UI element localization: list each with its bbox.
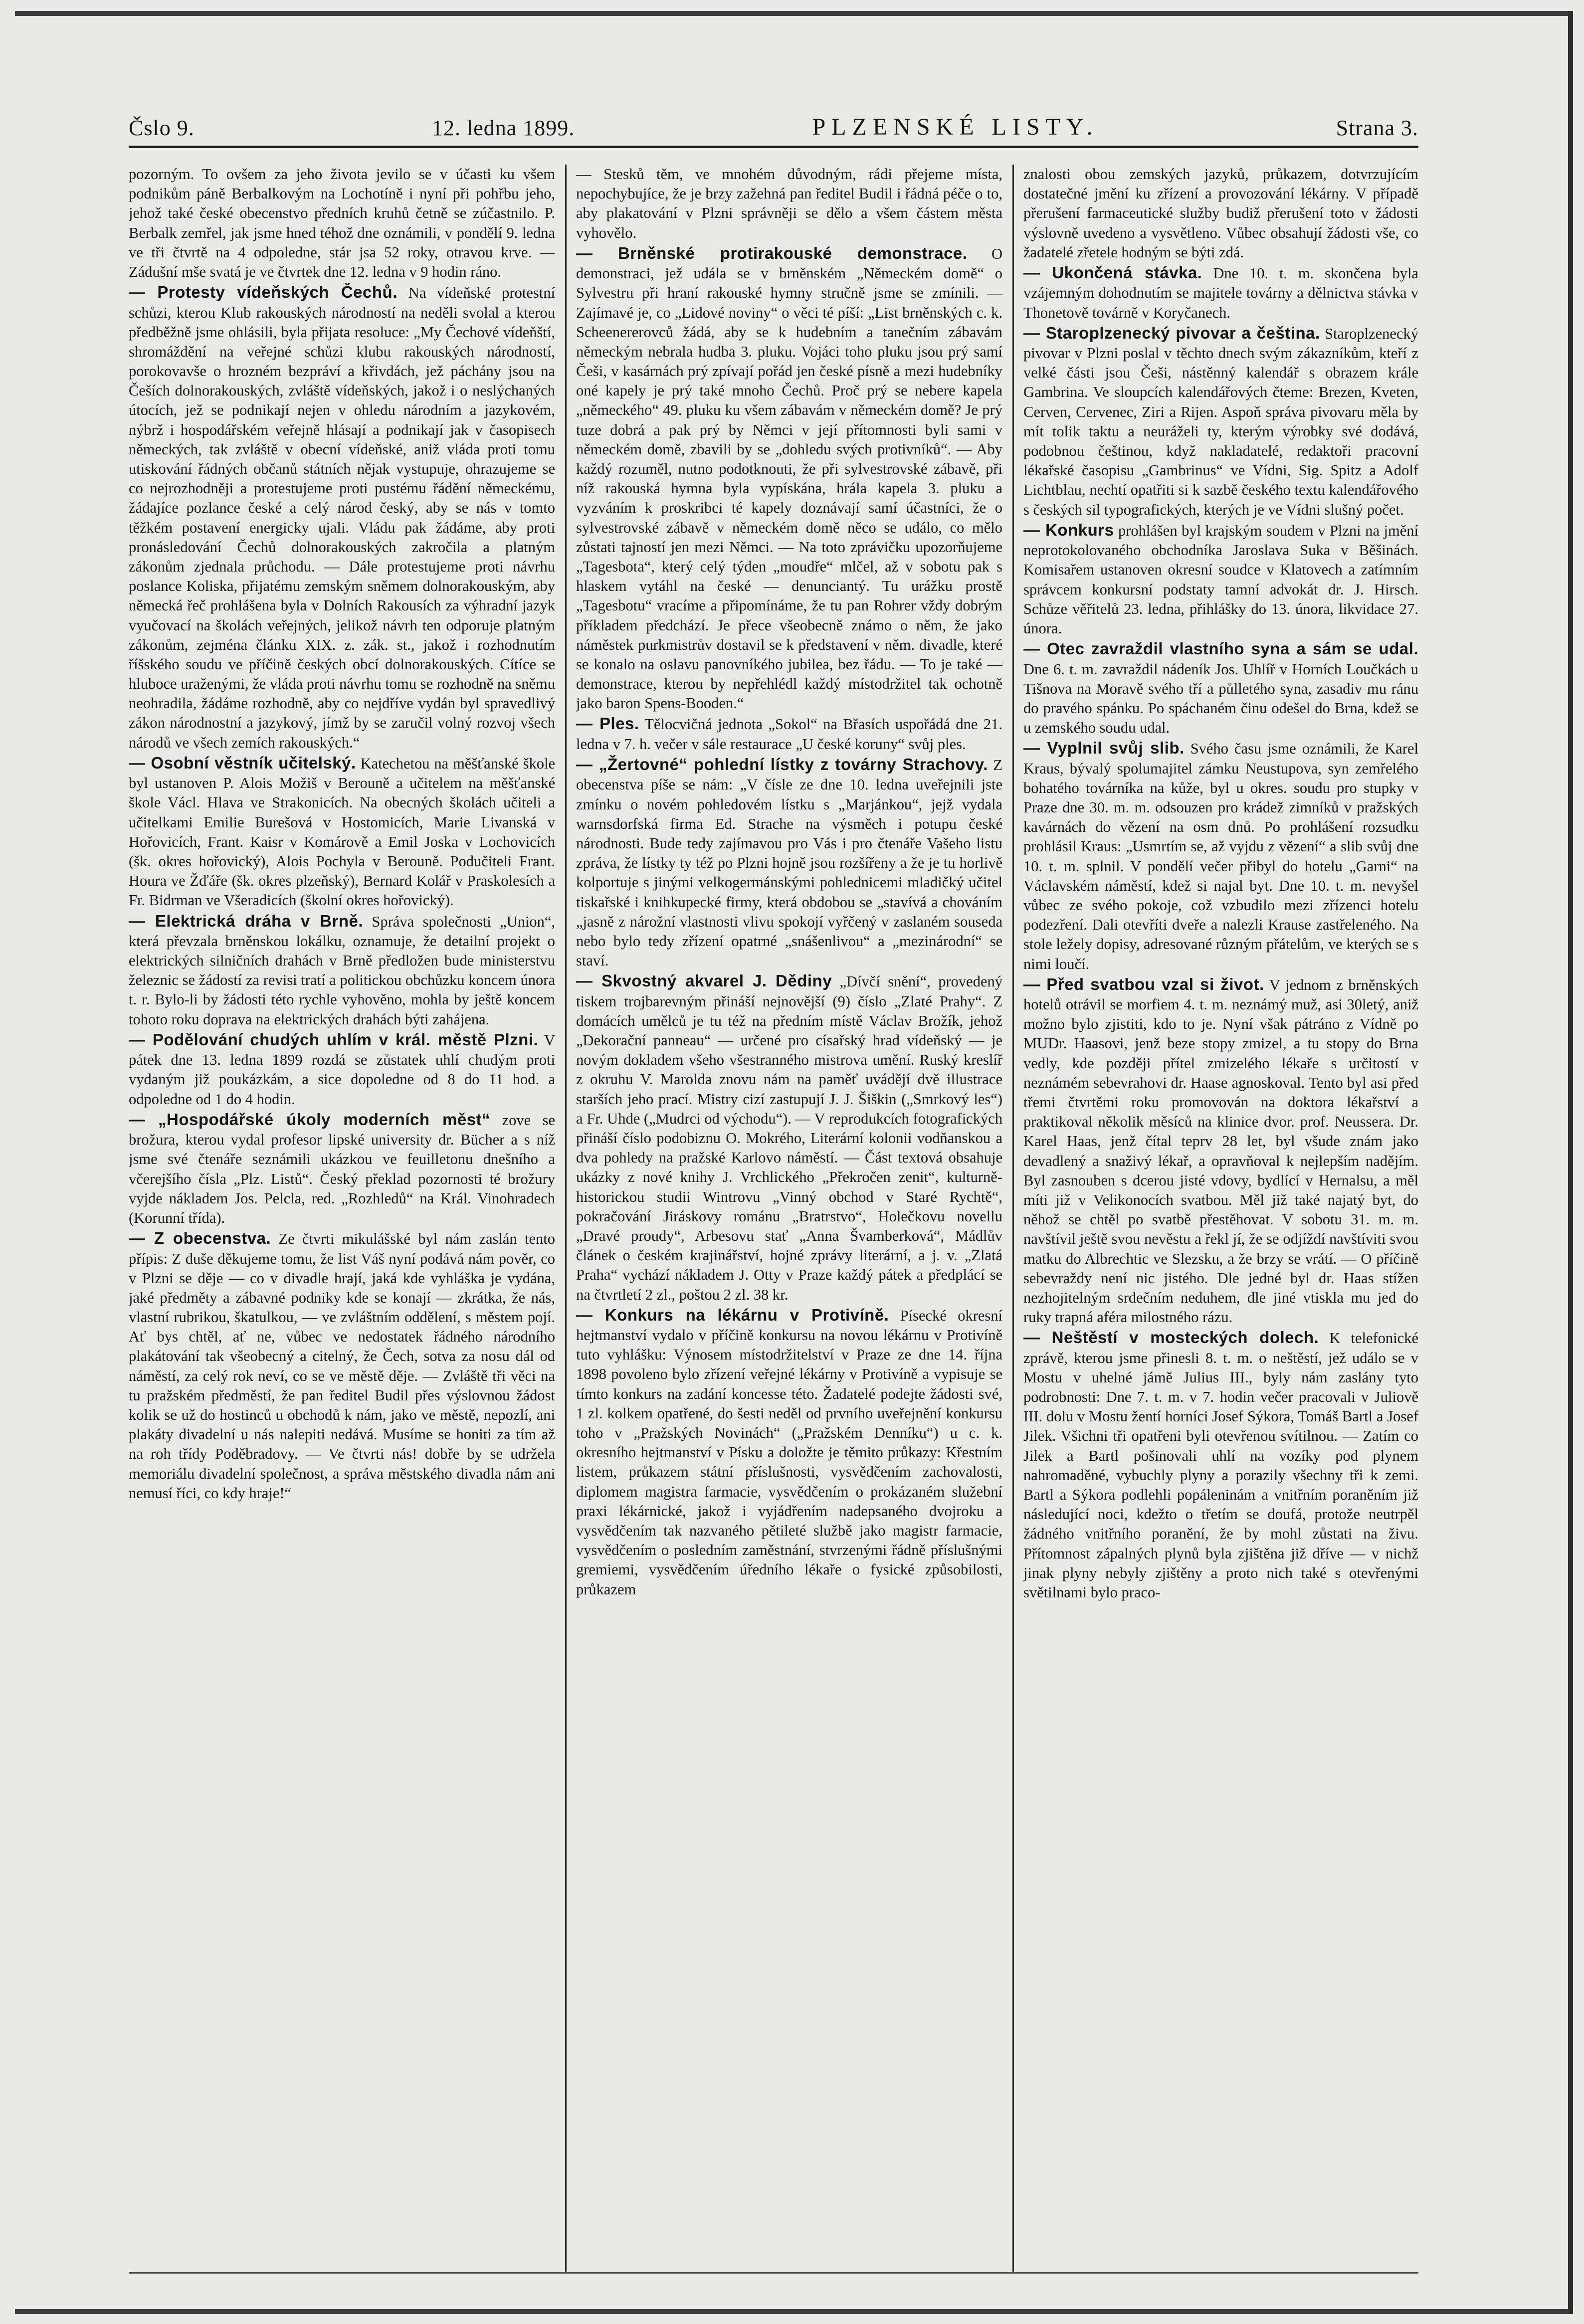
article-heading: — Před svatbou vzal si život. <box>1023 974 1264 993</box>
article-heading: — Konkurs na lékárnu v Protivíně. <box>576 1305 889 1324</box>
article-heading: — Konkurs <box>1023 520 1114 539</box>
article-paragraph <box>129 1029 555 1109</box>
article-paragraph <box>1023 738 1418 973</box>
article-heading: — Vyplnil svůj slib. <box>1023 739 1185 758</box>
article-text: Z obecenstva píše se nám: „V čísle ze dne 10. ledna uveřejnili jste zmínku o novém pohledovém lístku s „Marjánkou“, jejž vydala warnsdorfská firma Ed. Strache na výsměch i potupu české národnosti. Bude tedy zajímavou pro Vás i pro čtenáře Vašeho listu zpráva, že lístky ty též po Plzni hojně jsou rozšířeny a že je tu horlivě kolportuje s jinými velkogermánskými pohlednicemi mladičký učitel tiskařské i knihkupecké firmy, která obdobou se „stavívá a chováním „jasně z nárožní vlastnosti vlivu spokojí vyřčený v zaslaném souseda nebo bylo tedy zřízení opatrné „snášenlivou“ a „mezinárodní“ se staví. <box>576 757 1002 969</box>
article-heading: — Elektrická dráha v Brně. <box>129 911 364 930</box>
article-heading: — Protesty vídeňských Čechů. <box>129 283 397 302</box>
article-heading: — Skvostný akvarel J. Dědiny <box>576 971 832 990</box>
article-heading: — Otec zavraždil vlastního syna a sám se udal. <box>1023 639 1418 658</box>
article-text: Katechetou na měšťanské škole byl ustanoven P. Alois Možiš v Berouně a učitelem na měšťanské škole Václ. Hlava ve Strakonicích. Na obecných školách učiteli a učitelkami Emilie Burešová v Hostomicích, Marie Livanská v Hořovicích, Frant. Kaisr v Komárově a Emil Joska v Lochovicích (šk. okres hořovický), Alois Pochyla v Berouně. Podučiteli Frant. Houra ve Žďáře (šk. okres plzeňský), Bernard Kolář v Praskolesích a Fr. Bidrman ve Všeradicích (školní okres hořovický). <box>129 755 555 909</box>
article-heading: — Staroplzenecký pivovar a čeština. <box>1023 323 1320 342</box>
article-text: pozorným. To ovšem za jeho života jevilo se v účasti ku všem podnikům páně Berbalkovým na Lochotíně i nyní při pohřbu jeho, jehož také české obecenstvo předních kruhů četně se zúčastnilo. P. Berbalk zemřel, jak jsme hned téhož dne oznámili, v pondělí 9. ledna ve tři čtvrtě na 4 odpoledne, stár jsa 52 roky, otravou krve. — Zádušní mše svatá je ve čtvrtek dne 12. ledna v 9 hodin ráno. <box>129 166 555 280</box>
issue-date: 12. ledna 1899. <box>431 116 575 140</box>
article-text: — Stesků těm, ve mnohém důvodným, rádi přejeme místa, nepochybujíce, že je brzy zažehná pan ředitel Budil i řádná péče o to, aby plakatování v Plzni správněji se dělo a všem částem města vyhovělo. <box>576 166 1002 241</box>
article-text: V jednom z brněnských hotelů otrávil se morfiem 4. t. m. neznámý muž, asi 30letý, aniž možno bylo zjistiti, kdo to je. Nyní však pátráno z Vídně po MUDr. Haasovi, jenž beze stopy zmizel, a tu stopy do Brna vedly, kde později přítel zmizelého lékaře s určitostí v neznámém sebevrahovi dr. Haase agnoskoval. Tento byl asi před třemi čtvrtěmi roku promovován na doktora lékařství a praktikoval několik měsíců na klinice dvor. prof. Neussera. Dr. Karel Haas, jenž čítal teprv 28 let, byl všude znám jako devadlený a snaživý lékař, a opravňoval k nejlepším nadějím. Byl zasnouben s dcerou jisté vdovy, bydlící v Hernalsu, a měl míti již v Velikonocích svatbou. Měl již také najatý byt, do něhož se chtěl po svatbě přestěhovat. V sobotu 31. m. m. navštívil ještě svou nevěstu a řekl jí, že se odjíždí navštíviti svou matku do Albrechtic ve Slezsku, a že brzy se vrátí. — O příčině sebevraždy není nic jistého. Dle jedné byl dr. Haas stížen nezhojitelným srdečním neduhem, dle jiné vtiskla mu jed do ruky trapná aféra milostného rázu. <box>1023 976 1418 1326</box>
article-paragraph <box>576 970 1002 1304</box>
article-heading: — Brněnské protirakouské demonstrace. <box>576 243 968 262</box>
scan-border-top <box>15 11 1569 16</box>
scan-border-right <box>1568 11 1573 2314</box>
article-text: prohlášen byl krajským soudem v Plzni na jmění neprotokolovaného obchodníka Jaroslava Suka v Běšinách. Komisařem ustanoven okresní soudce v Klatovech a zatímním správcem konkursní podstaty tamní advokát dr. J. Hirsch. Schůze věřitelů 23. ledna, přihlášky do 13. února, likvidace 27. února. <box>1023 522 1418 637</box>
article-text: Písecké okresní hejtmanství vydalo v příčině konkursu na novou lékárnu v Protivíně tuto vyhlášku: Výnosem místodržitelství v Praze ze dne 14. října 1898 povoleno bylo zřízení veřejné lékárny v Protivíně a vypisuje se tímto konkurs na zadání koncesse této. Žadatelé podejte žádosti své, 1 zl. kolkem opatřené, do šesti neděl od prvního uveřejnění konkursu toho v „Pražských Novinách“ („Pražském Denníku“) u c. k. okresního hejtmanství v Písku a doložte je těmito průkazy: Křestním listem, průkazem státní příslušnosti, vysvědčením zachovalosti, diplomem magistra farmacie, vysvědčením o prokázaném služební praxi lékárnické, jakož i vyjádřením nadepsaného dvojroku a vysvědčením tak nazvaného pětileté službě jako magistr farmacie, vysvědčením o posledním zaměstnání, stvrzenými řádně příslušnými gremiemi, vysvědčením úředního lékaře o fysické způsobilosti, průkazem <box>576 1307 1002 1598</box>
article-text: Správa společnosti „Union“, která převzala brněnskou lokálku, oznamuje, že detailní projekt o elektrických silničních drahách v Brně předložen bude ministerstvu železnic se žádostí za revisi tratí a politickou obchůzku koncem února t. r. Bylo-li by žádosti této rychle vyhověno, mohla by ještě koncem tohoto roku doprava na elektrických drahách býti zahájena. <box>129 913 555 1028</box>
issue-number: Čslo 9. <box>129 116 195 140</box>
article-paragraph <box>1023 323 1418 520</box>
article-text: V pátek dne 13. ledna 1899 rozdá se zůstatek uhlí chudým proti vydaným již poukázkám, a sice dopoledne od 8 do 11 hod. a odpoledne od 1 do 4 hodin. <box>129 1031 555 1108</box>
article-text: Tělocvičná jednota „Sokol“ na Břasích uspořádá dne 21. ledna v 7. h. večer v sále restaurace „U české koruny“ svůj ples. <box>576 716 1002 753</box>
column-divider <box>1012 165 1014 2272</box>
article-paragraph <box>129 911 555 1029</box>
article-text: zove se brožura, kterou vydal profesor lipské university dr. Bücher a s níž jsme své čtenáře seznámili ukázkou ve feuilletonu dnešního a včerejšího čísla „Plz. Listů“. Český překlad pozornosti té brožury vyjde nákladem Jos. Pelcla, red. „Rozhledů“ na Král. Vinohradech (Korunní třída). <box>129 1111 555 1226</box>
article-paragraph <box>129 165 555 282</box>
article-text: O demonstraci, jež udála se v brněnském „Německém domě“ o Sylvestru při hraní rakouské hymny stručně jsme se zmínili. — Zajímavé je, co „Lidové noviny“ o věci té píší: „List brněnských c. k. Scheenererovců žádá, aby se k hudebním a tanečním zábavám německým nebrala hudba 3. pluku. Vojáci toho pluku jsou prý samí Češi, v kasárnách prý zpívají pořád jen české písně a mezi hudebníky oné kapely je prý také mnoho Čechů. Proč prý se nebere kapela „německého“ 49. pluku ku všem zábavám v německém domě? Je prý tuze dobrá a pak prý by Němci v její přítomnosti byli sami v německém domě, zbavili by se „dohledu svých protivníků“. — Aby každý rozuměl, nutno podotknouti, že při sylvestrovské zábavě, při níž rakouská hymna byla vypískána, hrála kapela 3. pluku a vyzváním k proskribci té kapely doznávají samí účastníci, že o sylvestrovské zábavě v německém domě něco se událo, co mělo zůstati tajností jen mezi Němci. — Na toto zprávičku upozorňujeme „Tagesbota“, který celý týden „moudře“ mlčel, až v sobotu pak s hlaskem vytáhl na české — denunciantý. Tu urážku prostě „Tagesbotu“ vracíme a připomínáme, že tu pan Rohrer vždy dobrým příkladem předchází. Je přece všeobecně známo o něm, že jako náměstek purkmistrův dostavil se k představení v něm. divadle, které se konalo na oslavu panovníkého jubilea, bez řádu. — To je také — demonstrace, kterou by nepřehlédl každý místodržitel tak ochotně jako baron Spens-Booden.“ <box>576 245 1002 712</box>
article-heading: — Z obecenstva. <box>129 1229 271 1248</box>
column-2 <box>576 165 1002 2269</box>
article-heading: — Osobní věstník učitelský. <box>129 753 356 772</box>
header-rule <box>129 146 1418 148</box>
article-text: Svého času jsme oznámili, že Karel Kraus, bývalý spolumajitel zámku Neustupova, syn zemřelého bohatého továrníka na kůže, byl u okres. soudu pro stupky v Praze dne 30. m. m. odsouzen pro krádež zimníků v pražských kavárnách do vězení na osm dnů. Po prohlášení rozsudku prohlásil Kraus: „Usmrtím se, až vyjdu z vězení“ a slib svůj dne 10. t. m. splnil. V pondělí večer přibyl do hotelu „Garni“ na Václavském náměstí, kdež si najal byt. Dne 10. t. m. nevyšel vůbec ze svého pokoje, což vzbudilo mezi zřízenci hotelu podezření. Dali otevříti dveře a nalezli Krause zastřeleného. Na stole ležely dopisy, adresované různým přátelům, ve kterých se s nimi loučí. <box>1023 740 1418 972</box>
article-paragraph <box>1023 1327 1418 1602</box>
article-text: znalosti obou zemských jazyků, průkazem, dotvrzujícím dostatečné jmění ku zřízení a provozování lékárny. V případě přerušení farmaceutické služby budiž přerušení toto v žádosti výslovně uvedeno a vysvětleno. Vůbec obsahují žádosti vše, co žadatelé zřetele hodným se býti zdá. <box>1023 166 1418 261</box>
column-3 <box>1023 165 1418 2269</box>
scan-border-bottom <box>15 2309 1569 2314</box>
article-text: Dne 6. t. m. zavraždil nádeník Jos. Uhlíř v Horních Loučkách u Tišnova na Moravě svého tří a půlletého syna, zasadiv mu ránu do pravého spánku. Po spáchaném činu odešel do Brna, kdež se u zemského soudu udal. <box>1023 660 1418 737</box>
article-paragraph <box>1023 520 1418 638</box>
article-text: Ze čtvrti mikulášské byl nám zaslán tento přípis: Z duše děkujeme tomu, že list Váš nyní podává nám pověr, co v Plzni se děje — co v divadle hrají, jaká kde vyhláška je vydána, jaké předměty a zábavné podniky kde se konají — zkrátka, že nás, vlastní rubrikou, škatulkou, — ve zvláštním oddělení, s městem pojí. Ať bys chtěl, ať ne, vůbec ve nedostatek řádného národního plakátování tak všeobecný a citelný, že Čech, sotva za nosu dál od náměstí, za celý rok neví, co se ve městě děje. — Zvláště tři věci na tu pražském předměstí, že pan ředitel Budil přes výslovnou žádost kolik se už do hostinců u obchodů k nám, jako ve městě, nepozlí, ani plakáty divadelní u nás nalepiti nedává. Musíme se honiti za tím až na roh třídy Poděbradovy. — Ve čtvrti nás! dobře by se udržela memoriálu divadelní společnost, a správa městského divadla nám ani nemusí říci, co kdy hraje!“ <box>129 1230 555 1502</box>
article-paragraph <box>129 753 555 911</box>
article-text: „Dívčí snění“, provedený tiskem trojbarevným přináší nejnovější (9) číslo „Zlaté Prahy“. Z domácích umělců je tu též na předním místě Václav Brožík, jehož „Dekorační panneau“ — určené pro císařský hrad vídeňský — je novým dokladem všeho všestranného mistrova umění. Ruský kreslíř z okruhu V. Marolda znovu nám na paměť uvádějí dvě illustrace starších jeho prací. Mistry cizí zastupují J. J. Šiškin („Smrkový les“) a Fr. Uhde („Mudrci od východu“). — V reprodukcích fotografických přináší číslo podobiznu O. Mokrého, Literární kolonii vodňanskou a dva pohledy na pražské Karlovo náměstí. — Část textová obsahuje ukázky z nové knihy J. Vrchlického „Překročen zenit“, kulturně-historickou studii Wintrovu „Vinný obchod v Staré Rychtě“, pokračování Jiráskovy románu „Bratrstvo“, Holečkovu novellu „Dravé proudy“, Arbesovu stať „Anna Švamberková“, Mádlův článek o českém krajinářství, hojné zprávy literární, a j. v. „Zlatá Praha“ vychází nákladem J. Otty v Praze každý pátek a předplácí se na čtvrtletí 2 zl., poštou 2 zl. 38 kr. <box>576 973 1002 1303</box>
masthead: PLZENSKÉ LISTY. <box>812 114 1099 140</box>
article-heading: — Neštěstí v mosteckých dolech. <box>1023 1328 1319 1347</box>
column-divider <box>565 165 567 2272</box>
article-text: K telefonické zprávě, kterou jsme přinesli 8. t. m. o neštěstí, jež událo se v Mostu v uhelné jámě Julius III., byly nám zaslány tyto podrobnosti: Dne 7. t. m. v 7. hodin večer pracovali v Juliově III. dolu v Mostu žentí horníci Josef Sýkora, Tomáš Bartl a Josef Jilek. Všichni tři opatřeni byli otevřenou svítilnou. — Zatím co Jilek a Bartl pošinovali uhlí na vozíky pod plynem nahromaděné, vybuchly plyny a porazily všechny tři k zemi. Bartl a Sýkora podlehli popáleninám a vnitřním poraněním již následující noci, kdežto o třetím se doufá, protože neutrpěl žádného vnitřního poranění, že by mohl zůstati na živu. Přítomnost zápalných plynů byla zjištěna již dříve — v nichž jinak plyny nebyly zjištěny a proto nich také s otevřenými světilnami bylo praco- <box>1023 1330 1418 1601</box>
article-text: Na vídeňské protestní schůzi, kterou Klub rakouských národností na neděli svolal a kterou předběžně jsme ohlásili, byla přijata resoluce: „My Čechové vídeňští, shromáždění na veřejné schůzi klubu rakouských národností, porokovavše o hrozném bezpráví a křivdách, jež páchány jsou na Češích dolnorakouských, zvláště vídeňských, jakož i o neslýchaných útocích, jež se podnikají nejen v ohledu národním a jazykovém, nýbrž i hospodářském veřejně hlásají a podnikají jak v časopisech německých, tak zvláště v obecní vídeňské, aniž vláda proti tomu utiskování řádných občanů státních nějak vystupuje, ohrazujeme se co nejrozhodněji a protestujeme proti pustému řádění německému, žádajíce pozlance české a celý národ český, aby se nás v tomto těžkém postavení energicky ujali. Vládu pak žádáme, aby proti pronásledování Čechů dolnorakouských zakročila a platným zákonům zjednala průchodu. — Dále protestujeme proti návrhu poslance Koliska, přijatému zemským sněmem dolnorakouským, aby německá řeč prohlášena byla v Dolních Rakousích za výhradní jazyk vyučovací na školách veřejných, jelikož návrh ten odporuje platným zákonům, zejména článku XIX. z. zák. st., jakož i rozhodnutím říšského soudu ve příčině českých obcí dolnorakouských. Cítíce se hluboce uraženými, že vláda proti návrhu tomu se rozhodně na sněmu neohradila, žádáme rozhodně, aby co nejdříve vydán byl spravedlivý zákon národnostní a jazykový, jímž by se zaručil volný rozvoj všech národů ve všech zemích rakouských.“ <box>129 284 555 751</box>
article-paragraph <box>1023 974 1418 1328</box>
page-header <box>129 111 1418 141</box>
article-paragraph <box>1023 165 1418 262</box>
article-paragraph <box>576 165 1002 243</box>
article-heading: — „Hospodářské úkoly moderních měst“ <box>129 1110 491 1129</box>
column-1 <box>129 165 555 2269</box>
article-heading: — Ples. <box>576 714 639 733</box>
article-paragraph <box>129 1109 555 1228</box>
article-heading: — Ukončená stávka. <box>1023 263 1202 282</box>
page-number: Strana 3. <box>1336 116 1418 140</box>
footer-rule <box>129 2272 1418 2274</box>
article-paragraph <box>1023 262 1418 323</box>
article-paragraph <box>576 1305 1002 1599</box>
article-text: Dne 10. t. m. skončena byla vzájemným dohodnutím se majitele továrny a dělnictva stávka v Thonetově továrně v Koryčanech. <box>1023 264 1418 321</box>
article-heading: — Podělování chudých uhlím v král. městě Plzni. <box>129 1030 539 1049</box>
article-paragraph <box>576 243 1002 714</box>
article-text: Staroplzenecký pivovar v Plzni poslal v těchto dnech svým zákazníkům, kteří z velké části jsou Češi, nástěnný kalendář s obrazem krále Gambrina. Ve sloupcích kalendářových čteme: Brezen, Kveten, Cerven, Cervenec, Ziri a Rijen. Aspoň správa pivovaru měla by mít tolik taktu a neuráželi ty, kterým výrobky své dodává, podobnou češtinou, když nakladatelé, redaktoři pracovní lékařské časopisu „Gambrinus“ ve Vídni, Sig. Spitz a Adolf Lichtblau, nechtí opatřiti si k sazbě českého textu kalendářového s českých sil typografických, kterých je ve Vídni slušný počet. <box>1023 325 1418 518</box>
article-paragraph <box>129 1228 555 1503</box>
article-heading: — „Žertovné“ pohlední lístky z továrny Strachovy. <box>576 755 988 774</box>
article-paragraph <box>1023 638 1418 738</box>
article-paragraph <box>129 282 555 753</box>
article-paragraph <box>576 713 1002 754</box>
article-paragraph <box>576 754 1002 970</box>
